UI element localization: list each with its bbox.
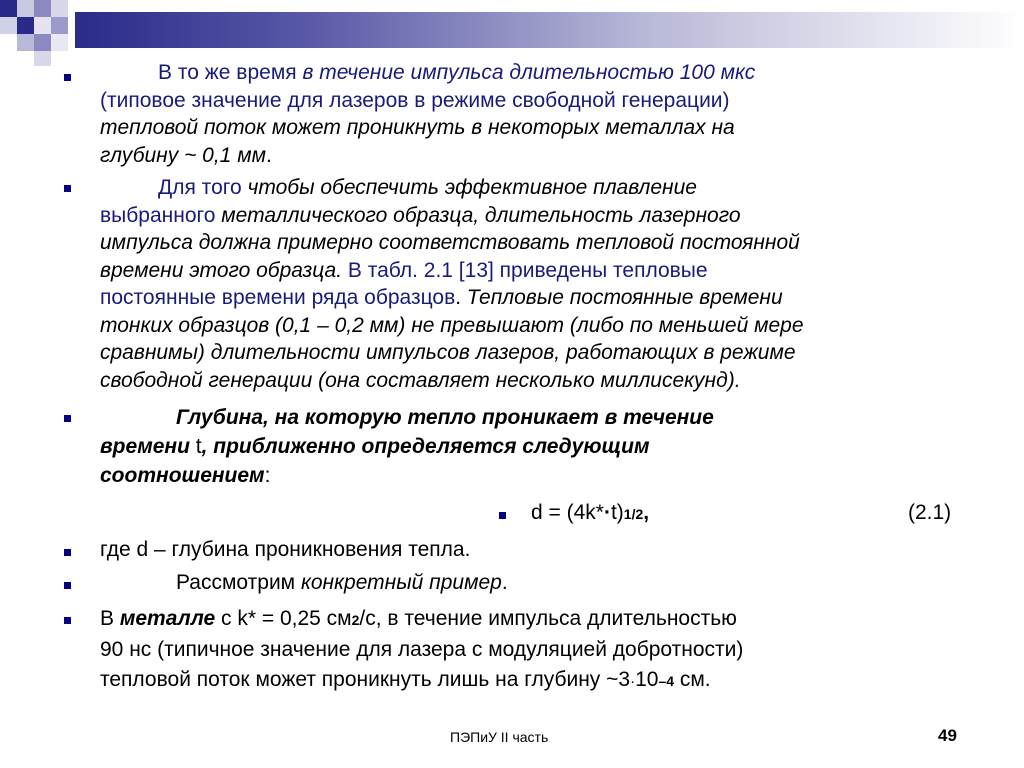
text-span: . bbox=[266, 143, 272, 167]
paragraph-1 bbox=[100, 59, 1000, 169]
bullet-marker bbox=[64, 185, 71, 192]
bullet-marker bbox=[499, 512, 506, 519]
bullet-marker bbox=[64, 74, 71, 81]
deco-square bbox=[34, 0, 51, 17]
text-span: . bbox=[501, 571, 508, 594]
text-span: постоянные времени ряда образцов bbox=[100, 286, 456, 309]
text-span: времени bbox=[100, 435, 196, 458]
deco-square bbox=[51, 0, 68, 17]
example-line bbox=[176, 569, 508, 597]
deco-square bbox=[17, 17, 34, 34]
text-span: металле bbox=[119, 607, 216, 630]
slide-footer bbox=[0, 726, 1024, 749]
bullet-marker bbox=[64, 549, 71, 556]
text-span: Рассмотрим bbox=[176, 571, 301, 594]
text-span: Глубина, на которую тепло проникает в течение bbox=[176, 406, 714, 429]
text-span: В bbox=[100, 607, 120, 630]
text-span: тонких образцов (0,1 – 0,2 мм) не превышают (либо по меньшей мере bbox=[100, 313, 804, 337]
text-span: металлического образца, длительность лазерного bbox=[221, 203, 741, 227]
bullet-marker bbox=[64, 415, 71, 422]
deco-square bbox=[51, 34, 68, 51]
text-span: импульса должна примерно соответствовать тепловой постоянной bbox=[100, 231, 800, 254]
text-span: В то же время bbox=[158, 61, 303, 84]
formula-exponent: 1/2 bbox=[623, 506, 644, 522]
text-span: времени этого образца. bbox=[100, 258, 348, 282]
bullet-marker bbox=[64, 582, 71, 589]
text-span: чтобы обеспечить эффективное плавление bbox=[247, 176, 697, 199]
bullet-marker bbox=[64, 617, 71, 624]
paragraph-3 bbox=[100, 403, 1000, 490]
text-span: свободной генерации (она составляет несколько миллисекунд). bbox=[100, 368, 741, 392]
text-span: 10 bbox=[635, 668, 659, 691]
text-span: В табл. 2.1 [13] приведены тепловые bbox=[347, 258, 708, 282]
deco-square bbox=[0, 0, 17, 17]
text-span: t bbox=[195, 435, 202, 458]
footer-text: ПЭПиУ II часть bbox=[450, 729, 549, 745]
formula-t: t) bbox=[610, 501, 624, 524]
text-span: , приближенно определяется следующим bbox=[201, 435, 650, 458]
text-span: тепловой поток может проникнуть лишь на глубину ~3 bbox=[100, 668, 631, 691]
formula-line bbox=[531, 499, 971, 529]
text-span: см. bbox=[674, 668, 711, 691]
header-gradient-band bbox=[75, 12, 1024, 48]
text-span: конкретный пример bbox=[300, 571, 502, 594]
formula-lhs: d = (4k* bbox=[531, 501, 604, 524]
deco-square bbox=[17, 0, 34, 17]
formula-comma: , bbox=[643, 501, 650, 524]
text-span: 2 bbox=[351, 612, 360, 628]
formula-dot: · bbox=[603, 501, 611, 524]
text-span: (типовое значение для лазеров в режиме свободной генерации) bbox=[100, 88, 730, 112]
deco-square bbox=[51, 17, 68, 34]
text-span: Для того bbox=[158, 176, 248, 199]
text-span: глубину ~ 0,1 мм bbox=[100, 143, 266, 167]
deco-square bbox=[34, 51, 51, 66]
deco-square bbox=[34, 17, 51, 34]
text-span: Тепловые постоянные времени bbox=[466, 286, 783, 309]
text-span: сравнимы) длительности импульсов лазеров, работающих в режиме bbox=[100, 341, 796, 364]
where-line: где d – глубина проникновения тепла. bbox=[100, 538, 471, 561]
formula-number: (2.1) bbox=[908, 501, 952, 524]
text-span: · bbox=[630, 673, 636, 690]
text-span: в течение импульса длительностью 100 мкс bbox=[302, 61, 756, 84]
paragraph-2 bbox=[100, 174, 1000, 394]
deco-square bbox=[34, 34, 51, 51]
text-span: : bbox=[264, 464, 271, 487]
page-number: 49 bbox=[938, 726, 957, 745]
slide-header-decoration bbox=[0, 0, 1024, 66]
deco-square bbox=[17, 34, 34, 51]
text-span: –4 bbox=[658, 673, 675, 689]
text-span: выбранного bbox=[100, 203, 222, 227]
text-span: 90 нс (типичное значение для лазера с модуляцией добротности) bbox=[100, 638, 744, 661]
paragraph-last bbox=[100, 604, 1000, 697]
text-span: тепловой поток может проникнуть в некоторых металлах на bbox=[100, 116, 735, 139]
text-span: /с, в течение импульса длительностью bbox=[359, 607, 737, 630]
deco-square bbox=[0, 17, 17, 34]
text-span: с k* = 0,25 см bbox=[215, 607, 352, 630]
text-span: соотношением bbox=[100, 464, 265, 487]
text-span: . bbox=[455, 286, 467, 309]
